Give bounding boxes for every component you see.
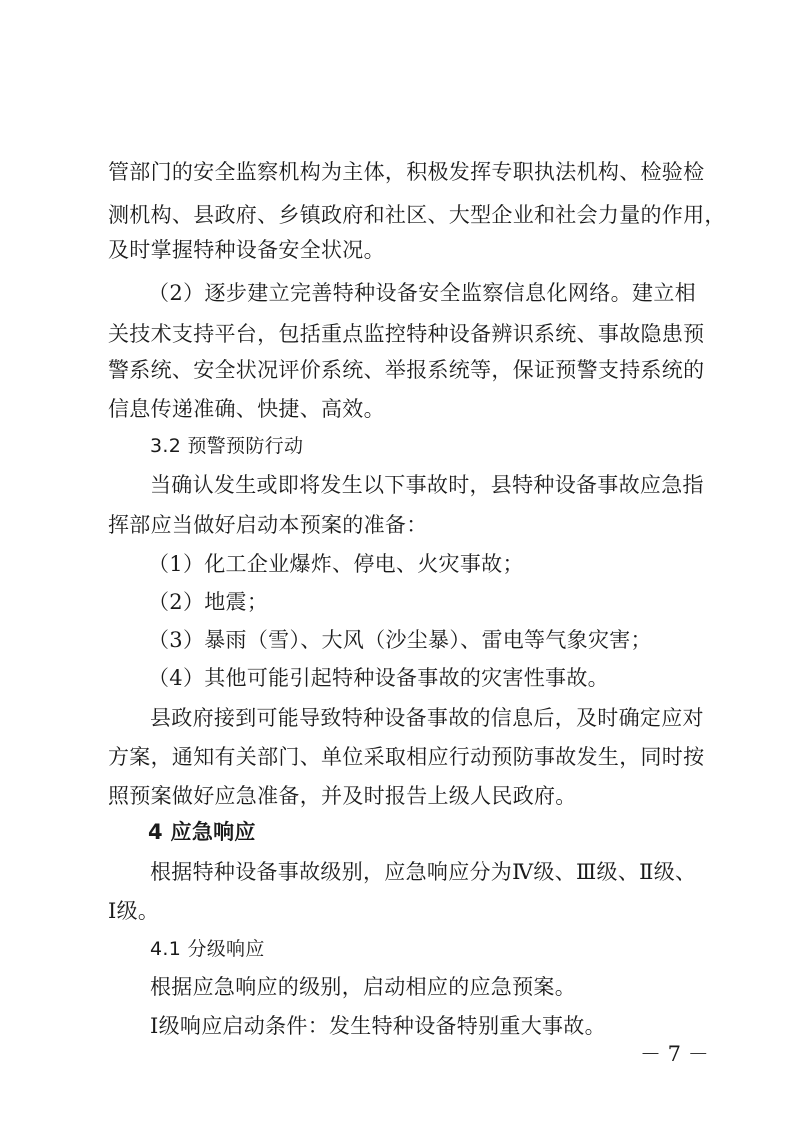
paragraph-line: （2）逐步建立完善特种设备安全监察信息化网络。建立相 [148,281,696,305]
section-heading-3-2: 3.2 预警预防行动 [150,435,304,457]
paragraph-line: Ⅰ级响应启动条件：发生特种设备特别重大事故。 [150,1014,606,1038]
paragraph-line: 县政府接到可能导致特种设备事故的信息后，及时确定应对 [150,706,704,730]
page-number: － 7 － [640,1042,709,1066]
section-heading-4: 4 应急响应 [148,820,256,844]
paragraph-line: 及时掌握特种设备安全状况。 [108,238,385,262]
paragraph-line: 根据应急响应的级别，启动相应的应急预案。 [150,975,576,999]
list-item: （3）暴雨（雪）、大风（沙尘暴）、雷电等气象灾害； [148,628,652,652]
paragraph-line: 方案，通知有关部门、单位采取相应行动预防事故发生，同时按 [108,745,705,769]
paragraph-line: 挥部应当做好启动本预案的准备： [108,513,428,537]
paragraph-line: Ⅰ级。 [108,899,160,923]
paragraph-line: 信息传递准确、快捷、高效。 [108,397,385,421]
section-heading-4-1: 4.1 分级响应 [150,938,265,960]
paragraph-line: 照预案做好应急准备，并及时报告上级人民政府。 [108,784,577,808]
paragraph-line: 测机构、县政府、乡镇政府和社区、大型企业和社会力量的作用， [108,203,726,227]
list-item: （2）地震； [148,590,269,614]
paragraph-line: 管部门的安全监察机构为主体，积极发挥专职执法机构、检验检 [108,160,705,184]
paragraph-line: 当确认发生或即将发生以下事故时，县特种设备事故应急指 [150,473,704,497]
paragraph-line: 关技术支持平台，包括重点监控特种设备辨识系统、事故隐患预 [108,322,705,346]
paragraph-line: 根据特种设备事故级别，应急响应分为Ⅳ级、Ⅲ级、Ⅱ级、 [150,860,697,884]
paragraph-line: 警系统、安全状况评价系统、举报系统等，保证预警支持系统的 [108,358,705,382]
list-item: （1）化工企业爆炸、停电、火灾事故； [148,552,524,576]
list-item: （4）其他可能引起特种设备事故的灾害性事故。 [148,666,609,690]
